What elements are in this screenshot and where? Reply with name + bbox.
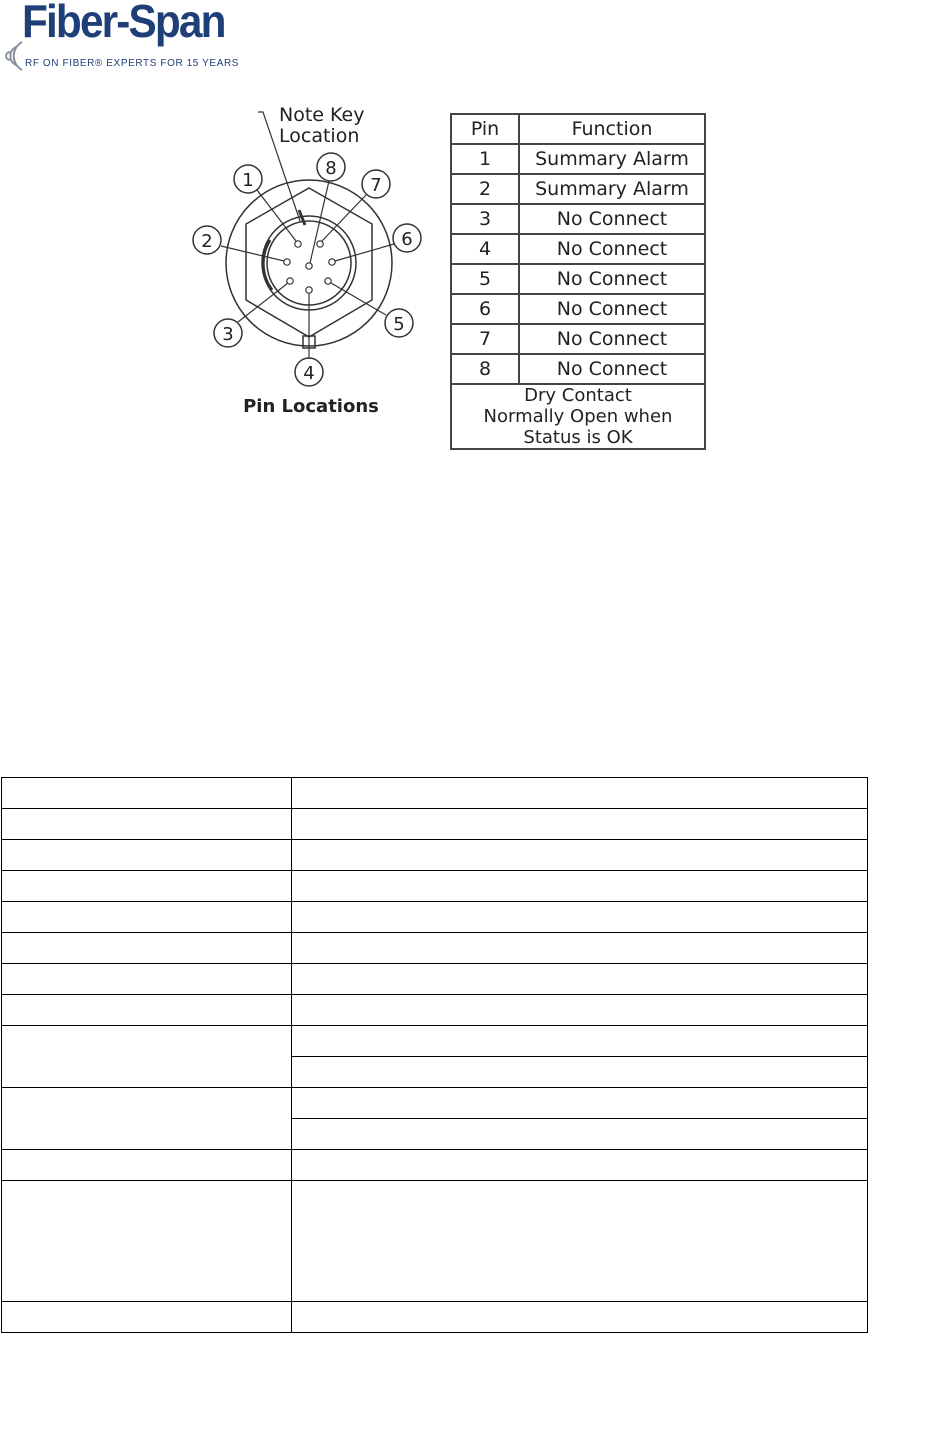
spec-value-cell xyxy=(292,778,868,809)
pin-2-contact xyxy=(284,259,290,265)
spec-label-cell xyxy=(2,1302,292,1333)
pin-number-cell: 7 xyxy=(451,324,519,354)
pin-4-contact xyxy=(306,287,312,293)
pin-7-contact xyxy=(317,241,323,247)
note-line: Status is OK xyxy=(523,427,633,448)
pin-number-cell: 3 xyxy=(451,204,519,234)
fiber-span-logo xyxy=(0,0,240,80)
table-row xyxy=(2,840,868,871)
spec-value-cell xyxy=(292,1026,868,1057)
spec-label-cell xyxy=(2,840,292,871)
pin-function-table xyxy=(450,113,706,450)
pin-label-2: 2 xyxy=(201,231,213,252)
table-row xyxy=(2,964,868,995)
pin-label-3: 3 xyxy=(222,324,234,345)
spec-label-cell xyxy=(2,871,292,902)
pin-column-header: Pin xyxy=(451,114,519,144)
logo-tagline: RF ON FIBER® EXPERTS FOR 15 YEARS xyxy=(25,58,240,69)
spec-value-cell xyxy=(292,809,868,840)
connector-pin-diagram xyxy=(185,100,435,430)
pin-label-7: 7 xyxy=(370,175,382,196)
pin-1-contact xyxy=(295,241,301,247)
pin-table-note-row xyxy=(451,384,705,449)
spec-label-cell xyxy=(2,933,292,964)
table-row xyxy=(2,778,868,809)
pin-5-contact xyxy=(325,278,331,284)
table-row xyxy=(451,144,705,174)
pin-number-cell: 2 xyxy=(451,174,519,204)
pin-number-cell: 1 xyxy=(451,144,519,174)
spec-value-cell xyxy=(292,871,868,902)
table-row xyxy=(451,324,705,354)
table-row xyxy=(451,204,705,234)
pin-6-contact xyxy=(329,259,335,265)
spec-value-cell xyxy=(292,1150,868,1181)
pin-label-6: 6 xyxy=(401,229,413,250)
spec-value-cell xyxy=(292,1181,868,1302)
spec-value-cell xyxy=(292,995,868,1026)
table-row xyxy=(2,1150,868,1181)
pin-label-5: 5 xyxy=(393,314,405,335)
table-row xyxy=(2,1181,868,1302)
pin-number-cell: 8 xyxy=(451,354,519,384)
pin-locations-caption: Pin Locations xyxy=(243,396,379,417)
spec-label-cell xyxy=(2,1150,292,1181)
spec-label-cell xyxy=(2,809,292,840)
table-row xyxy=(2,1026,868,1057)
logo-brand-text: Fiber-Span xyxy=(22,0,225,47)
dry-contact-note xyxy=(451,384,705,449)
table-row xyxy=(2,1302,868,1333)
spec-label-cell xyxy=(2,1088,292,1150)
table-row xyxy=(2,1088,868,1119)
spec-value-cell xyxy=(292,1088,868,1119)
pin-number-cell: 6 xyxy=(451,294,519,324)
note-line: Normally Open when xyxy=(483,406,673,427)
pin-function-cell: Summary Alarm xyxy=(519,144,705,174)
pin-function-cell: No Connect xyxy=(519,234,705,264)
spec-label-cell xyxy=(2,1026,292,1088)
pin-function-cell: No Connect xyxy=(519,354,705,384)
spec-value-cell xyxy=(292,933,868,964)
spec-label-cell xyxy=(2,778,292,809)
spec-value-cell xyxy=(292,1057,868,1088)
pin-function-cell: No Connect xyxy=(519,204,705,234)
table-row xyxy=(451,174,705,204)
table-row xyxy=(451,354,705,384)
spec-value-cell xyxy=(292,1302,868,1333)
table-row xyxy=(2,809,868,840)
spec-value-cell xyxy=(292,902,868,933)
spec-value-cell xyxy=(292,840,868,871)
pin-function-cell: No Connect xyxy=(519,324,705,354)
pin-number-cell: 4 xyxy=(451,234,519,264)
pin-8-contact xyxy=(306,263,312,269)
pin-label-1: 1 xyxy=(242,170,254,191)
note-key-label: Note Key xyxy=(279,104,365,126)
table-row xyxy=(2,995,868,1026)
pin-function-cell: No Connect xyxy=(519,264,705,294)
table-row xyxy=(451,294,705,324)
specifications-table xyxy=(1,777,868,1333)
pin-function-cell: Summary Alarm xyxy=(519,174,705,204)
spec-label-cell xyxy=(2,902,292,933)
pin-number-cell: 5 xyxy=(451,264,519,294)
spec-label-cell xyxy=(2,964,292,995)
table-row xyxy=(2,902,868,933)
pin-function-cell: No Connect xyxy=(519,294,705,324)
note-key-location-label: Location xyxy=(279,125,360,147)
spec-value-cell xyxy=(292,964,868,995)
table-row xyxy=(2,871,868,902)
spec-value-cell xyxy=(292,1119,868,1150)
pin-table-header-row xyxy=(451,114,705,144)
function-column-header: Function xyxy=(519,114,705,144)
spec-label-cell xyxy=(2,995,292,1026)
table-row xyxy=(2,933,868,964)
pin-label-8: 8 xyxy=(325,158,337,179)
spec-label-cell xyxy=(2,1181,292,1302)
table-row xyxy=(451,234,705,264)
table-row xyxy=(451,264,705,294)
note-line: Dry Contact xyxy=(524,385,632,406)
pin-label-4: 4 xyxy=(303,363,315,384)
